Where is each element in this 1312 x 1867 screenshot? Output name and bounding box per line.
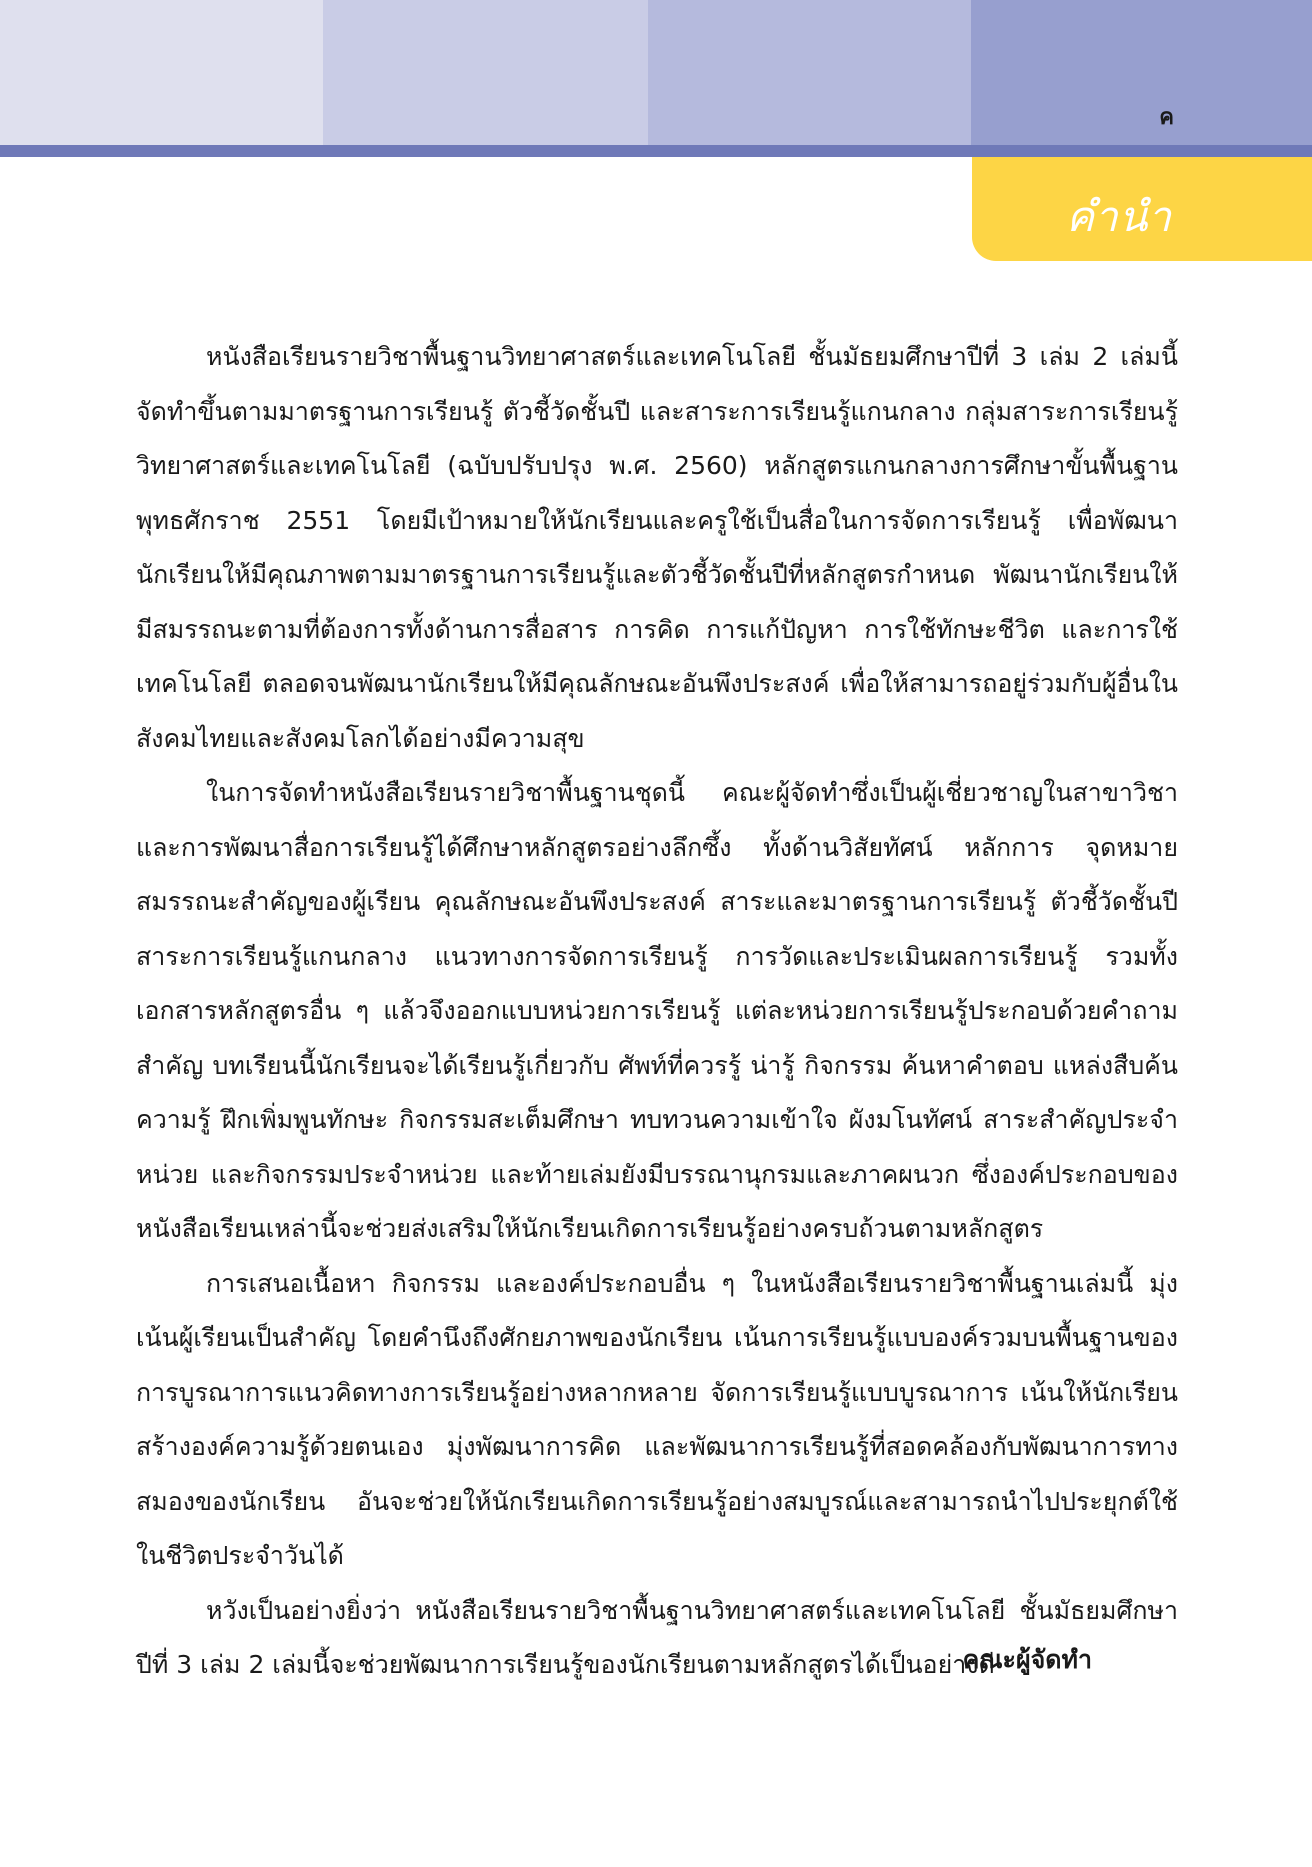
paragraph: ในการจัดทำหนังสือเรียนรายวิชาพื้นฐานชุดนี้ คณะผู้จัดทำซึ่งเป็นผู้เชี่ยวชาญในสาขาวิชาและการพัฒนาสื่อการเรียนรู้ได้ศึกษาหลักสูตรอย่างลึกซึ้ง ทั้งด้านวิสัยทัศน์ หลักการ จุดหมายสมรรถนะสำคัญของผู้เรียน คุณลักษณะอันพึงประสงค์ สาระและมาตรฐานการเรียนรู้ ตัวชี้วัดชั้นปี สาระการเรียนรู้แกนกลาง แนวทางการจัดการเรียนรู้ การวัดและประเมินผลการเรียนรู้ รวมทั้งเอกสารหลักสูตรอื่น ๆ แล้วจึงออกแบบหน่วยการเรียนรู้ แต่ละหน่วยการเรียนรู้ประกอบด้วยคำถามสำคัญ บทเรียนนี้นักเรียนจะได้เรียนรู้เกี่ยวกับ ศัพท์ที่ควรรู้ น่ารู้ กิจกรรม ค้นหาคำตอบ แหล่งสืบค้นความรู้ ฝึกเพิ่มพูนทักษะ กิจกรรมสะเต็มศึกษา ทบทวนความเข้าใจ ผังมโนทัศน์ สาระสำคัญประจำหน่วย และกิจกรรมประจำหน่วย และท้ายเล่มยังมีบรรณานุกรมและภาคผนวก ซึ่งองค์ประกอบของหนังสือเรียนเหล่านี้จะช่วยส่งเสริมให้นักเรียนเกิดการเรียนรู้อย่างครบถ้วนตามหลักสูตร xyxy=(136,778,1178,1243)
paragraph: การเสนอเนื้อหา กิจกรรม และองค์ประกอบอื่น ๆ ในหนังสือเรียนรายวิชาพื้นฐานเล่มนี้ มุ่งเน้นผู้เรียนเป็นสำคัญ โดยคำนึงถึงศักยภาพของนักเรียน เน้นการเรียนรู้แบบองค์รวมบนพื้นฐานของการบูรณาการแนวคิดทางการเรียนรู้อย่างหลากหลาย จัดการเรียนรู้แบบบูรณาการ เน้นให้นักเรียนสร้างองค์ความรู้ด้วยตนเอง มุ่งพัฒนาการคิด และพัฒนาการเรียนรู้ที่สอดคล้องกับพัฒนาการทางสมองของนักเรียน อันจะช่วยให้นักเรียนเกิดการเรียนรู้อย่างสมบูรณ์และสามารถนำไปประยุกต์ใช้ในชีวิตประจำวันได้ xyxy=(136,1268,1178,1570)
header-band xyxy=(0,0,1312,145)
paragraph: หวังเป็นอย่างยิ่งว่า หนังสือเรียนรายวิชาพื้นฐานวิทยาศาสตร์และเทคโนโลยี ชั้นมัธยมศึกษาปีที่ 3 เล่ม 2 เล่มนี้จะช่วยพัฒนาการเรียนรู้ของนักเรียนตามหลักสูตรได้เป็นอย่างดี xyxy=(136,1595,1178,1679)
header-band-segment-2 xyxy=(323,0,648,145)
signature: คณะผู้จัดทำ xyxy=(962,1645,1092,1674)
header-band-segment-3 xyxy=(648,0,971,145)
paragraph: หนังสือเรียนรายวิชาพื้นฐานวิทยาศาสตร์และเทคโนโลยี ชั้นมัธยมศึกษาปีที่ 3 เล่ม 2 เล่มนี้ จัดทำขึ้นตามมาตรฐานการเรียนรู้ ตัวชี้วัดชั้นปี และสาระการเรียนรู้แกนกลาง กลุ่มสาระการเรียนรู้วิทยาศาสตร์และเทคโนโลยี (ฉบับปรับปรุง พ.ศ. 2560) หลักสูตรแกนกลางการศึกษาขั้นพื้นฐาน พุทธศักราช 2551 โดยมีเป้าหมายให้นักเรียนและครูใช้เป็นสื่อในการจัดการเรียนรู้ เพื่อพัฒนานักเรียนให้มีคุณภาพตามมาตรฐานการเรียนรู้และตัวชี้วัดชั้นปีที่หลักสูตรกำหนด พัฒนานักเรียนให้มีสมรรถนะตามที่ต้องการทั้งด้านการสื่อสาร การคิด การแก้ปัญหา การใช้ทักษะชีวิต และการใช้เทคโนโลยี ตลอดจนพัฒนานักเรียนให้มีคุณลักษณะอันพึงประสงค์ เพื่อให้สามารถอยู่ร่วมกับผู้อื่นในสังคมไทยและสังคมโลกได้อย่างมีความสุข xyxy=(136,342,1178,753)
header-band-segment-1 xyxy=(0,0,323,145)
page-number: ค xyxy=(1159,105,1174,130)
page-title: คำนำ xyxy=(1066,192,1172,241)
header-band-segment-4 xyxy=(971,0,1312,145)
preface-body xyxy=(136,330,1178,1693)
header-rule xyxy=(0,145,1312,157)
